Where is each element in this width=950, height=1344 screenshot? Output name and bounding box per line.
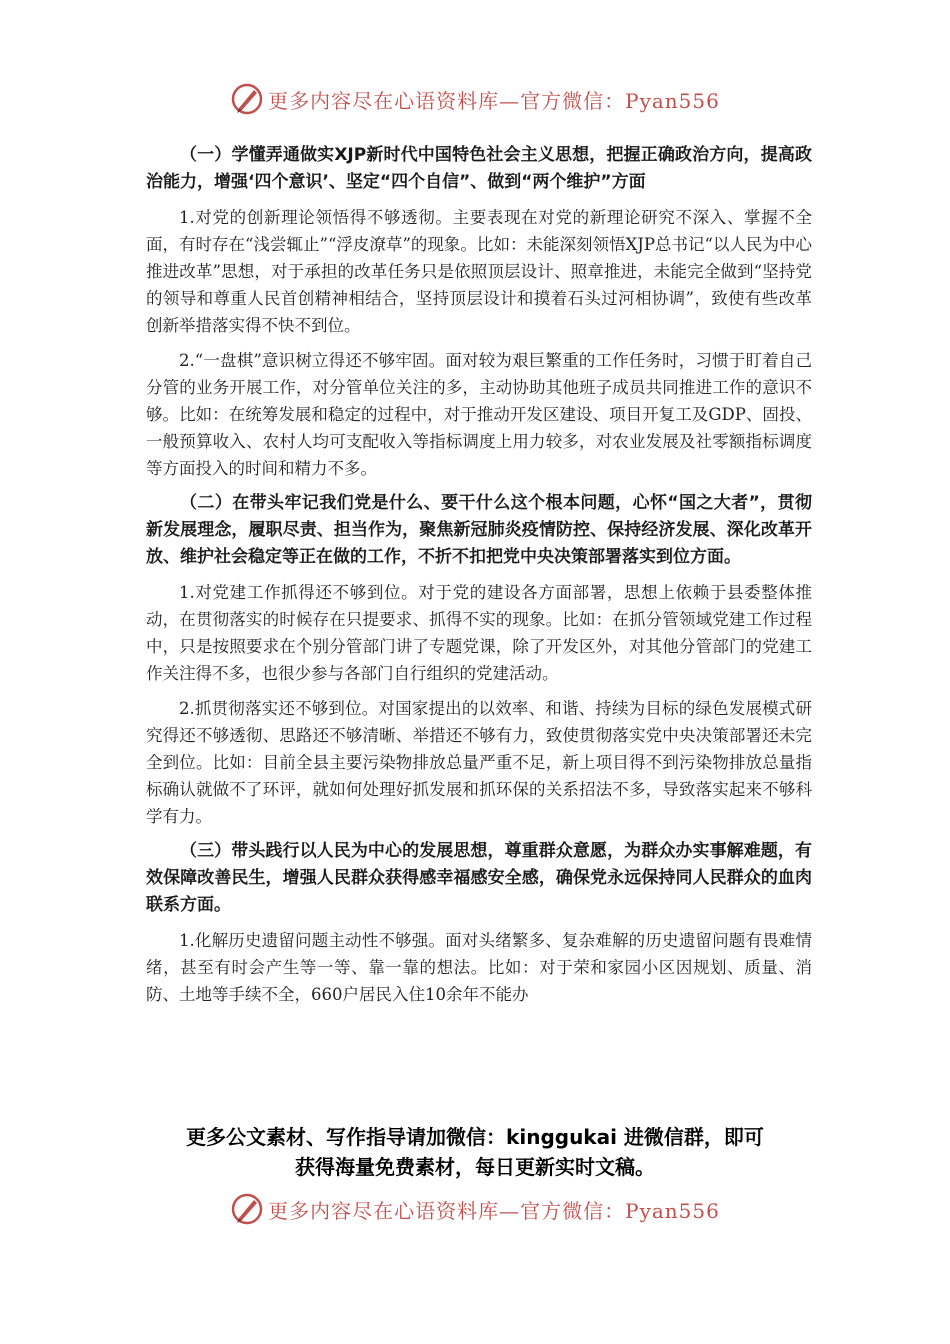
paragraph: 1.对党的创新理论领悟得不够透彻。主要表现在对党的新理论研究不深入、掌握不全面，有时存在“浅尝辄止”“浮皮潦草”的现象。比如：未能深刻领悟XJP总书记“以人民为中心推进改革”思想，对于承担的改革任务只是依照顶层设计、照章推进，未能完全做到“坚持党的领导和尊重人民首创精神相结合，坚持顶层设计和摸着石头过河相协调”，致使有些改革创新举措落实得不快不到位。 <box>146 208 812 335</box>
promo-text <box>120 1122 830 1182</box>
footer-watermark <box>0 1192 950 1226</box>
section-heading-1: （一）学懂弄通做实XJP新时代中国特色社会主义思想，把握正确政治方向，提高政治能力，增强‘四个意识’、坚定“四个自信”、做到“两个维护”方面 <box>146 145 812 192</box>
paragraph: 2.“一盘棋”意识树立得还不够牢固。面对较为艰巨繁重的工作任务时，习惯于盯着自己分管的业务开展工作，对分管单位关注的多，主动协助其他班子成员共同推进工作的意识不够。比如：在统筹发展和稳定的过程中，对于推动开发区建设、项目开复工及GDP、固投、一般预算收入、农村人均可支配收入等指标调度上用力较多，对农业发展及社零额指标调度等方面投入的时间和精力不多。 <box>146 351 812 478</box>
header-watermark <box>0 82 950 116</box>
watermark-text: 更多内容尽在心语资料库—官方微信：Pyan556 <box>268 1198 720 1223</box>
pen-logo-icon <box>230 1192 264 1226</box>
section-heading-3: （三）带头践行以人民为中心的发展思想，尊重群众意愿，为群众办实事解难题，有效保障改善民生，增强人民群众获得感幸福感安全感，确保党永远保持同人民群众的血肉联系方面。 <box>146 841 812 915</box>
document-body <box>146 142 812 1016</box>
watermark-text: 更多内容尽在心语资料库—官方微信：Pyan556 <box>268 88 720 113</box>
promo-line-2: 获得海量免费素材，每日更新实时文稿。 <box>295 1155 655 1179</box>
paragraph: 1.对党建工作抓得还不够到位。对于党的建设各方面部署，思想上依赖于县委整体推动，在贯彻落实的时候存在只提要求、抓得不实的现象。比如：在抓分管领域党建工作过程中，只是按照要求在个别分管部门讲了专题党课，除了开发区外，对其他分管部门的党建工作关注得不多，也很少参与各部门自行组织的党建活动。 <box>146 583 812 683</box>
section-heading-2: （二）在带头牢记我们党是什么、要干什么这个根本问题，心怀“国之大者”，贯彻新发展理念，履职尽责、担当作为，聚焦新冠肺炎疫情防控、保持经济发展、深化改革开放、维护社会稳定等正在做的工作，不折不扣把党中央决策部署落实到位方面。 <box>146 493 812 567</box>
pen-logo-icon <box>230 82 264 116</box>
paragraph: 2.抓贯彻落实还不够到位。对国家提出的以效率、和谐、持续为目标的绿色发展模式研究得还不够透彻、思路还不够清晰、举措还不够有力，致使贯彻落实党中央决策部署还未完全到位。比如：目前全县主要污染物排放总量严重不足，新上项目得不到污染物排放总量指标确认就做不了环评，就如何处理好抓发展和抓环保的关系招法不多，导致落实起来不够科学有力。 <box>146 699 812 826</box>
promo-line-1: 更多公文素材、写作指导请加微信：kinggukai 进微信群，即可 <box>186 1125 764 1149</box>
paragraph: 1.化解历史遗留问题主动性不够强。面对头绪繁多、复杂难解的历史遗留问题有畏难情绪，甚至有时会产生等一等、靠一靠的想法。比如：对于荣和家园小区因规划、质量、消防、土地等手续不全，660户居民入住10余年不能办 <box>146 931 812 1004</box>
